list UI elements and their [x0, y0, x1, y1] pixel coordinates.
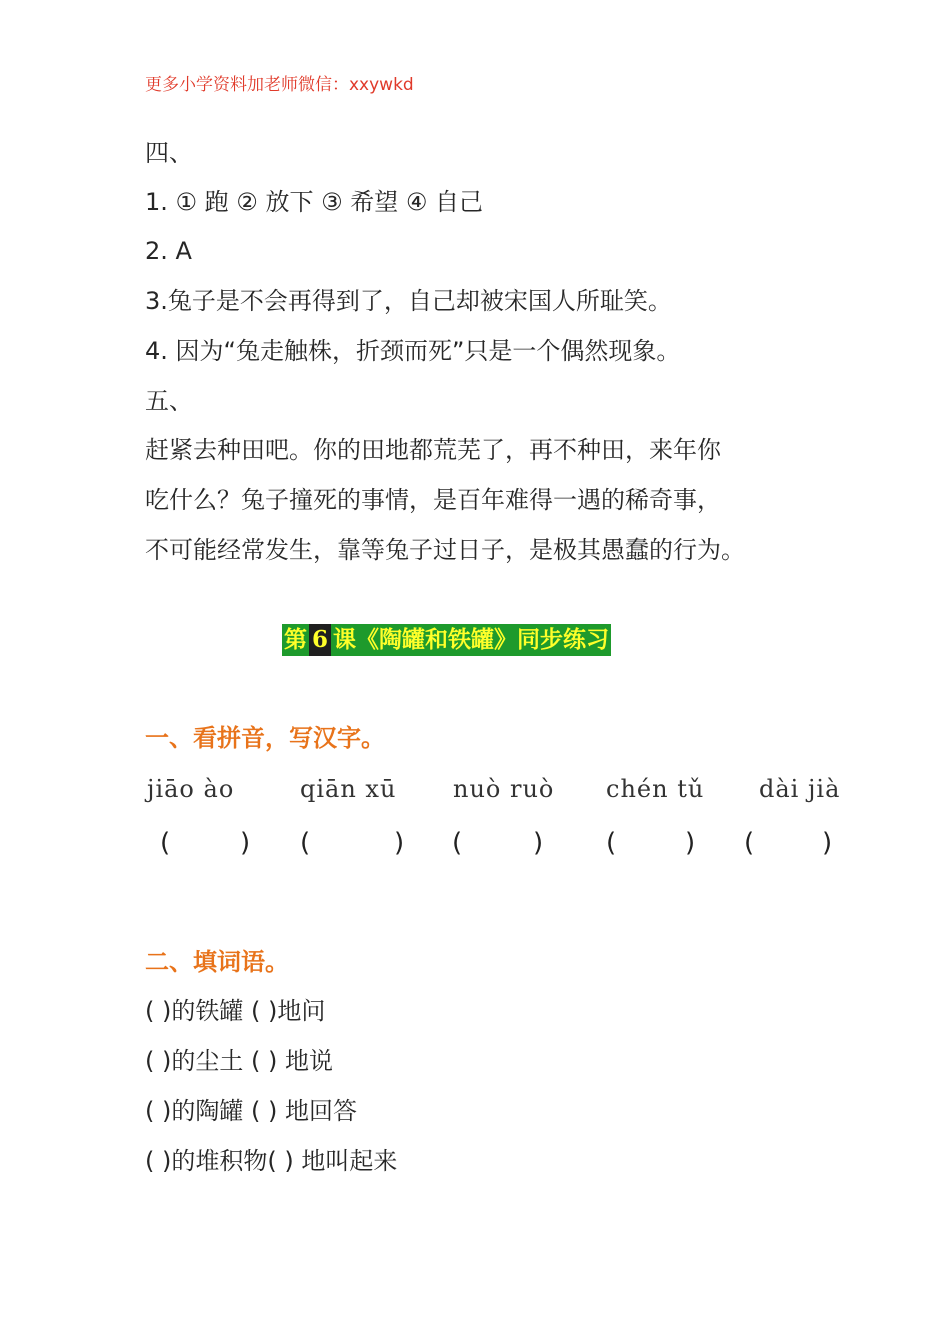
blank-open-paren: ( — [606, 828, 617, 858]
lesson-title-suffix: 课《陶罐和铁罐》同步练习 — [333, 626, 610, 653]
lesson-number: 6 — [309, 624, 331, 656]
blank-open-paren: ( — [300, 828, 311, 858]
blank-close-paren: ) — [822, 828, 833, 858]
answer-line: 2. A — [145, 237, 192, 265]
blank-open-paren: ( — [452, 828, 463, 858]
paragraph-line: 赶紧去种田吧。你的田地都荒芜了，再不种田，来年你 — [145, 436, 721, 464]
pinyin-item: jiāo ào — [147, 775, 235, 803]
blank-close-paren: ) — [240, 828, 251, 858]
blank-close-paren: ) — [685, 828, 696, 858]
blank-close-paren: ) — [394, 828, 405, 858]
paragraph-line: 吃什么？兔子撞死的事情，是百年难得一遇的稀奇事， — [145, 486, 721, 514]
section-two-heading: 二、填词语。 — [145, 948, 289, 976]
pinyin-item: dài jià — [759, 775, 841, 803]
pinyin-row — [0, 775, 950, 809]
section-one-heading: 一、看拼音，写汉字。 — [145, 724, 385, 752]
pinyin-item: chén tǔ — [606, 775, 705, 803]
pinyin-item: nuò ruò — [453, 775, 555, 803]
fill-item: ( )的铁罐 ( )地问 — [145, 997, 326, 1025]
section-five-label: 五、 — [145, 387, 193, 415]
lesson-title — [282, 624, 611, 656]
answer-line: 1. ① 跑 ② 放下 ③ 希望 ④ 自己 — [145, 188, 483, 216]
pinyin-item: qiān xū — [300, 775, 397, 803]
section-four-label: 四、 — [145, 139, 193, 167]
answer-line: 4. 因为“兔走触株，折颈而死”只是一个偶然现象。 — [145, 337, 681, 365]
blank-open-paren: ( — [744, 828, 755, 858]
answer-line: 3.兔子是不会再得到了，自己却被宋国人所耻笑。 — [145, 287, 672, 315]
wechat-note: 更多小学资料加老师微信：xxywkd — [145, 75, 414, 95]
fill-item: ( )的陶罐 ( ) 地回答 — [145, 1097, 357, 1125]
lesson-title-prefix: 第 — [284, 626, 307, 653]
answer-blanks-row — [0, 828, 950, 862]
paragraph-line: 不可能经常发生，靠等兔子过日子，是极其愚蠢的行为。 — [145, 536, 745, 564]
blank-open-paren: ( — [160, 828, 171, 858]
blank-close-paren: ) — [533, 828, 544, 858]
fill-item: ( )的尘土 ( ) 地说 — [145, 1047, 333, 1075]
fill-item: ( )的堆积物( ) 地叫起来 — [145, 1147, 398, 1175]
